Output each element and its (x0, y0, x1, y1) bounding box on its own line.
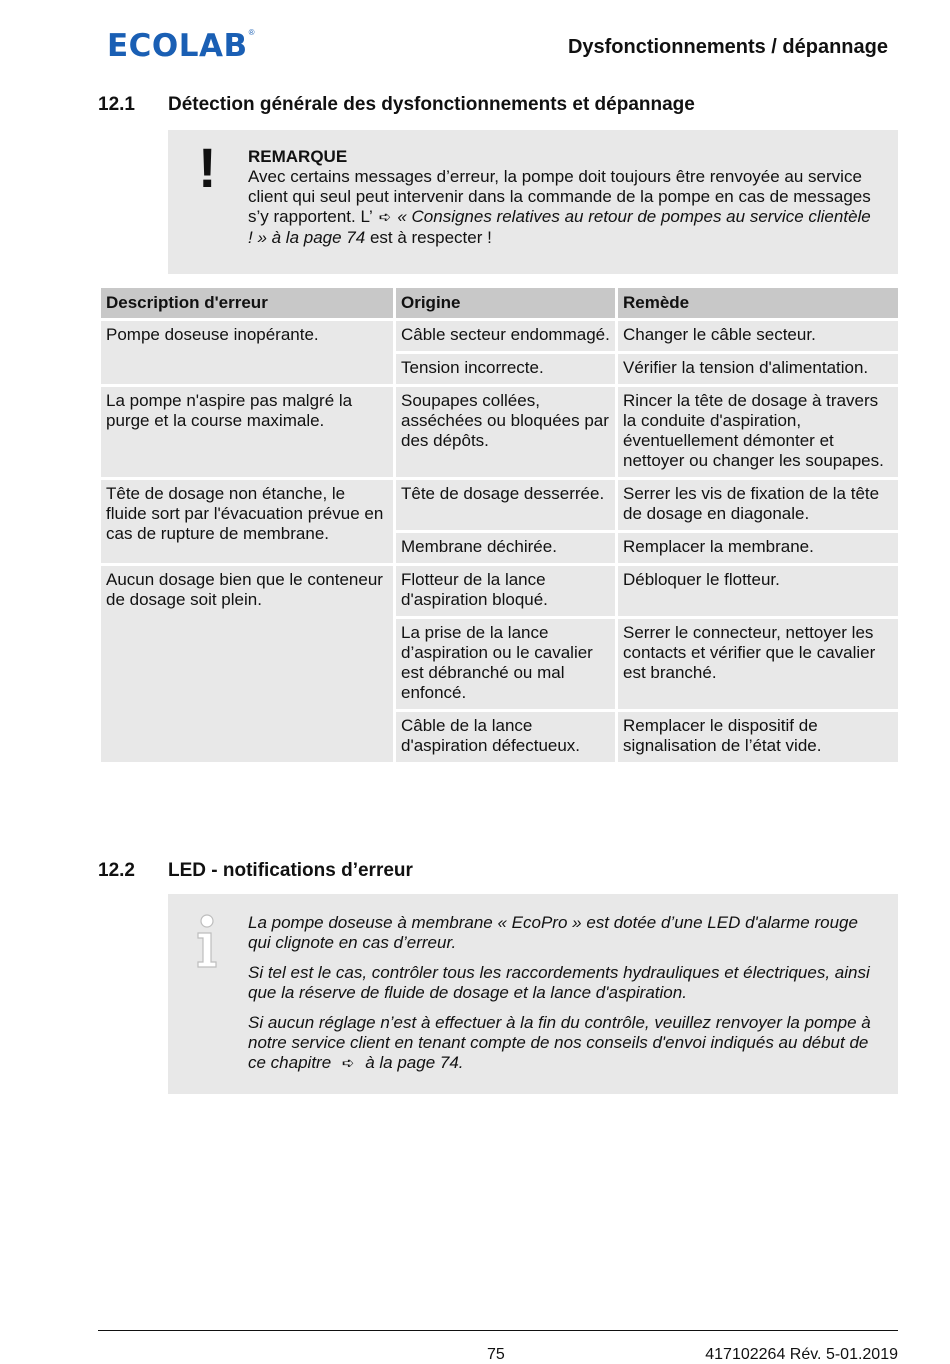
error-description-cell: Aucun dosage bien que le conteneur de dosage soit plein. (101, 566, 393, 762)
info-page-reference[interactable]: à la page 74. (360, 1053, 464, 1072)
origin-cell: Câble secteur endommagé. (396, 321, 615, 351)
reference-arrow-icon: ➪ (341, 1055, 355, 1072)
remedy-cell: Vérifier la tension d'alimentation. (618, 354, 898, 384)
document-reference: 417102264 Rév. 5-01.2019 (705, 1346, 898, 1363)
info-paragraph-3 (248, 1013, 878, 1074)
note-heading: REMARQUE (248, 147, 348, 166)
note-text-after: est à respecter ! (365, 228, 492, 247)
info-paragraph-1: La pompe doseuse à membrane « EcoPro » est dotée d’une LED d'alarme rouge qui clignote en cas d’erreur. (248, 913, 858, 952)
section-2-number: 12.2 (98, 860, 135, 881)
exclamation-icon: ! (198, 136, 217, 199)
error-description-cell: Pompe doseuse inopérante. (101, 321, 393, 384)
info-body (248, 913, 878, 1084)
error-table (98, 285, 901, 765)
logo-registered-mark: ® (248, 28, 255, 37)
remedy-cell: Remplacer la membrane. (618, 533, 898, 563)
info-box (168, 894, 898, 1094)
column-header-remedy: Remède (618, 288, 898, 318)
column-header-origin: Origine (396, 288, 615, 318)
remedy-cell: Remplacer le dispositif de signalisation de l’état vide. (618, 712, 898, 762)
error-description-cell: La pompe n'aspire pas malgré la purge et la course maximale. (101, 387, 393, 477)
footer-divider (98, 1330, 898, 1331)
origin-cell: Soupapes collées, asséchées ou bloquées par des dépôts. (396, 387, 615, 477)
origin-cell: Membrane déchirée. (396, 533, 615, 563)
ecolab-logo (107, 28, 255, 64)
origin-cell: Flotteur de la lance d'aspiration bloqué. (396, 566, 615, 616)
remedy-cell: Rincer la tête de dosage à travers la conduite d'aspiration, éventuellement démonter et nettoyer ou changer les soupapes. (618, 387, 898, 477)
note-text (248, 167, 878, 248)
info-paragraph-2: Si tel est le cas, contrôler tous les raccordements hydrauliques et électriques, ainsi que la réserve de fluide de dosage et la lance d'aspiration. (248, 963, 870, 1002)
section-2-title: LED - notifications d’erreur (168, 860, 413, 881)
error-description-cell: Tête de dosage non étanche, le fluide sort par l'évacuation prévue en cas de rupture de membrane. (101, 480, 393, 563)
origin-cell: Câble de la lance d'aspiration défectueux. (396, 712, 615, 762)
origin-cell: La prise de la lance d’aspiration ou le cavalier est débranché ou mal enfoncé. (396, 619, 615, 709)
origin-cell: Tension incorrecte. (396, 354, 615, 384)
table-row (101, 566, 898, 616)
origin-cell: Tête de dosage desserrée. (396, 480, 615, 530)
column-header-description: Description d'erreur (101, 288, 393, 318)
note-page-reference[interactable]: « Consignes relatives au retour de pompes au service clientèle ! » à la page 74 (248, 207, 871, 247)
remedy-cell: Serrer le connecteur, nettoyer les contacts et vérifier que le cavalier est branché. (618, 619, 898, 709)
section-1-title: Détection générale des dysfonctionnements et dépannage (168, 94, 695, 115)
note-box (168, 130, 898, 274)
section-1-number: 12.1 (98, 94, 135, 115)
table-row (101, 321, 898, 351)
table-header-row (101, 288, 898, 318)
info-paragraph-3-text: Si aucun réglage n’est à effectuer à la fin du contrôle, veuillez renvoyer la pompe à notre service client en tenant compte de nos conseils d'envoi indiqués au début de ce chapitre (248, 1013, 871, 1072)
table-row (101, 387, 898, 477)
remedy-cell: Serrer les vis de fixation de la tête de dosage en diagonale. (618, 480, 898, 530)
table-row (101, 480, 898, 530)
remedy-cell: Changer le câble secteur. (618, 321, 898, 351)
page-number: 75 (487, 1346, 505, 1363)
page-header-title: Dysfonctionnements / dépannage (567, 36, 888, 58)
reference-arrow-icon: ➪ (378, 209, 392, 226)
remedy-cell: Débloquer le flotteur. (618, 566, 898, 616)
note-text-before: Avec certains messages d’erreur, la pompe doit toujours être renvoyée au service client qui seul peut intervenir dans la commande de la pompe en cas de messages s’y rapportent. L’ (248, 167, 871, 226)
note-body (248, 147, 878, 248)
info-icon (192, 914, 222, 970)
logo-text: ECOLAB (107, 27, 248, 64)
